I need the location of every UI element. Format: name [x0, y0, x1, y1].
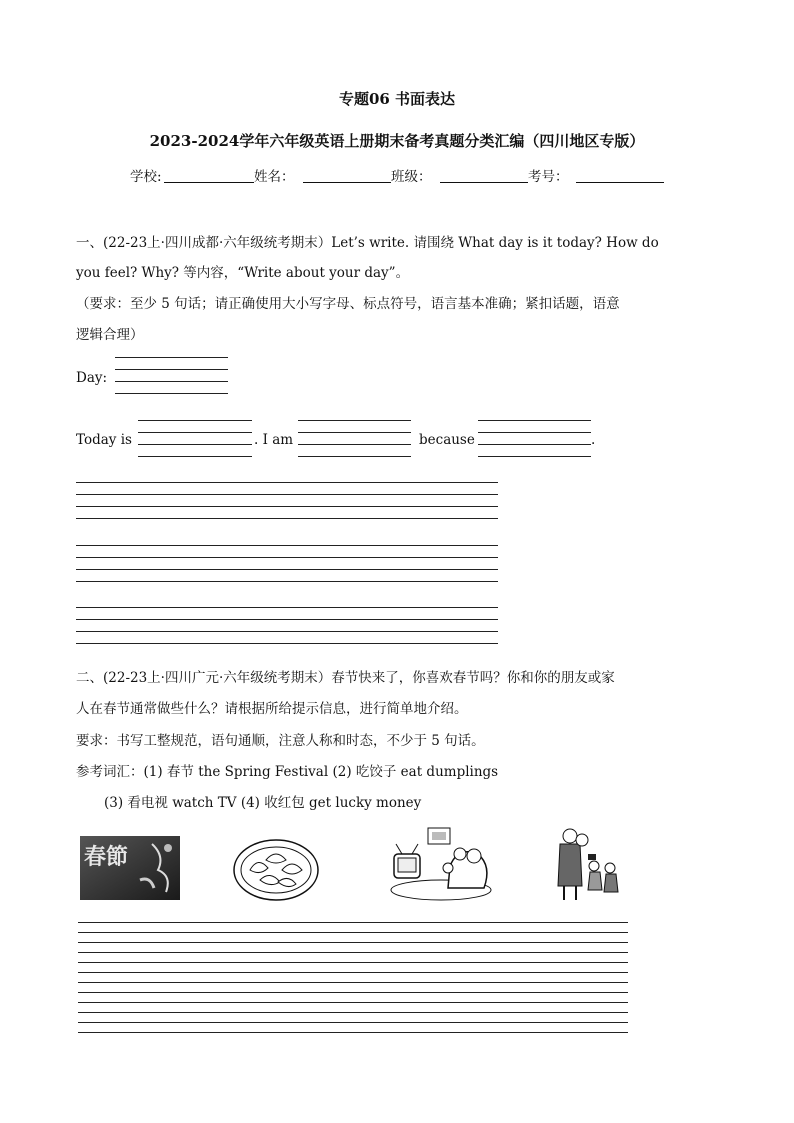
- writing-line[interactable]: [76, 494, 498, 495]
- writing-line[interactable]: [76, 545, 498, 546]
- page-subtitle: 2023-2024学年六年级英语上册期末备考真题分类汇编（四川地区专版）: [149, 132, 645, 150]
- writing-line[interactable]: [76, 619, 498, 620]
- feel-blank-line[interactable]: [298, 456, 411, 457]
- day-label: Day:: [76, 370, 108, 386]
- today-blank-line[interactable]: [138, 444, 252, 445]
- spring-festival-image: [80, 836, 180, 900]
- writing-line[interactable]: [76, 569, 498, 570]
- writing-line[interactable]: [76, 607, 498, 608]
- lucky-money-image: [550, 826, 620, 904]
- writing-line[interactable]: [78, 1022, 628, 1023]
- q2-line2: 人在春节通常做些什么？请根据所给提示信息，进行简单地介绍。: [76, 701, 468, 717]
- class-field[interactable]: [440, 182, 528, 183]
- reason-blank-line[interactable]: [478, 432, 591, 433]
- today-label: Today is: [76, 432, 132, 448]
- writing-line[interactable]: [78, 932, 628, 933]
- exam-number-field[interactable]: [576, 182, 664, 183]
- today-blank-line[interactable]: [138, 456, 252, 457]
- q1-line2: you feel? Why? 等内容，“Write about your day”。: [76, 265, 410, 281]
- today-blank-line[interactable]: [138, 420, 252, 421]
- name-field[interactable]: [303, 182, 391, 183]
- writing-line[interactable]: [78, 952, 628, 953]
- day-blank-line[interactable]: [115, 357, 228, 358]
- dumplings-image: [232, 836, 320, 902]
- day-blank-line[interactable]: [115, 369, 228, 370]
- q1-requirement: （要求：至少 5 句话；请正确使用大小写字母、标点符号，语言基本准确；紧扣话题，语意: [76, 296, 620, 312]
- writing-line[interactable]: [76, 518, 498, 519]
- exam-number-label: 考号：: [528, 169, 569, 185]
- writing-line[interactable]: [76, 557, 498, 558]
- q2-requirement: 要求：书写工整规范，语句通顺，注意人称和时态，不少于 5 句话。: [76, 733, 485, 749]
- writing-line[interactable]: [78, 1012, 628, 1013]
- writing-line[interactable]: [78, 1002, 628, 1003]
- writing-line[interactable]: [76, 482, 498, 483]
- day-blank-line[interactable]: [115, 381, 228, 382]
- feel-blank-line[interactable]: [298, 444, 411, 445]
- writing-line[interactable]: [78, 942, 628, 943]
- writing-line[interactable]: [76, 506, 498, 507]
- writing-line[interactable]: [76, 643, 498, 644]
- writing-line[interactable]: [78, 1032, 628, 1033]
- feel-blank-line[interactable]: [298, 432, 411, 433]
- name-label: 姓名：: [254, 169, 295, 185]
- writing-line[interactable]: [76, 631, 498, 632]
- feel-blank-line[interactable]: [298, 420, 411, 421]
- class-label: 班级：: [391, 169, 432, 185]
- reason-blank-line[interactable]: [478, 420, 591, 421]
- day-blank-line[interactable]: [115, 393, 228, 394]
- school-label: 学校:: [130, 169, 162, 185]
- end-period: .: [591, 432, 596, 448]
- writing-line[interactable]: [78, 992, 628, 993]
- reason-blank-line[interactable]: [478, 444, 591, 445]
- watch-tv-image: [388, 826, 494, 902]
- because-label: because: [419, 432, 475, 448]
- writing-line[interactable]: [78, 972, 628, 973]
- spring-character: 春節: [84, 844, 129, 870]
- writing-line[interactable]: [78, 962, 628, 963]
- today-blank-line[interactable]: [138, 432, 252, 433]
- q1-line1: 一、(22-23上·四川成都·六年级统考期末）Let’s write. 请围绕 What day is it today? How do: [76, 235, 659, 251]
- i-am-label: . I am: [254, 432, 294, 448]
- reason-blank-line[interactable]: [478, 456, 591, 457]
- q1-requirement-cont: 逻辑合理）: [76, 327, 144, 343]
- writing-line[interactable]: [78, 922, 628, 923]
- writing-line[interactable]: [76, 581, 498, 582]
- q2-line1: 二、(22-23上·四川广元·六年级统考期末）春节快来了，你喜欢春节吗？你和你的朋友或家: [76, 670, 615, 686]
- writing-line[interactable]: [78, 982, 628, 983]
- q2-vocab-line2: (3) 看电视 watch TV (4) 收红包 get lucky money: [104, 795, 422, 811]
- school-field[interactable]: [164, 182, 254, 183]
- q2-vocab-line1: 参考词汇：(1) 春节 the Spring Festival (2) 吃饺子 eat dumplings: [76, 764, 499, 780]
- page-title: 专题06 书面表达: [338, 90, 456, 108]
